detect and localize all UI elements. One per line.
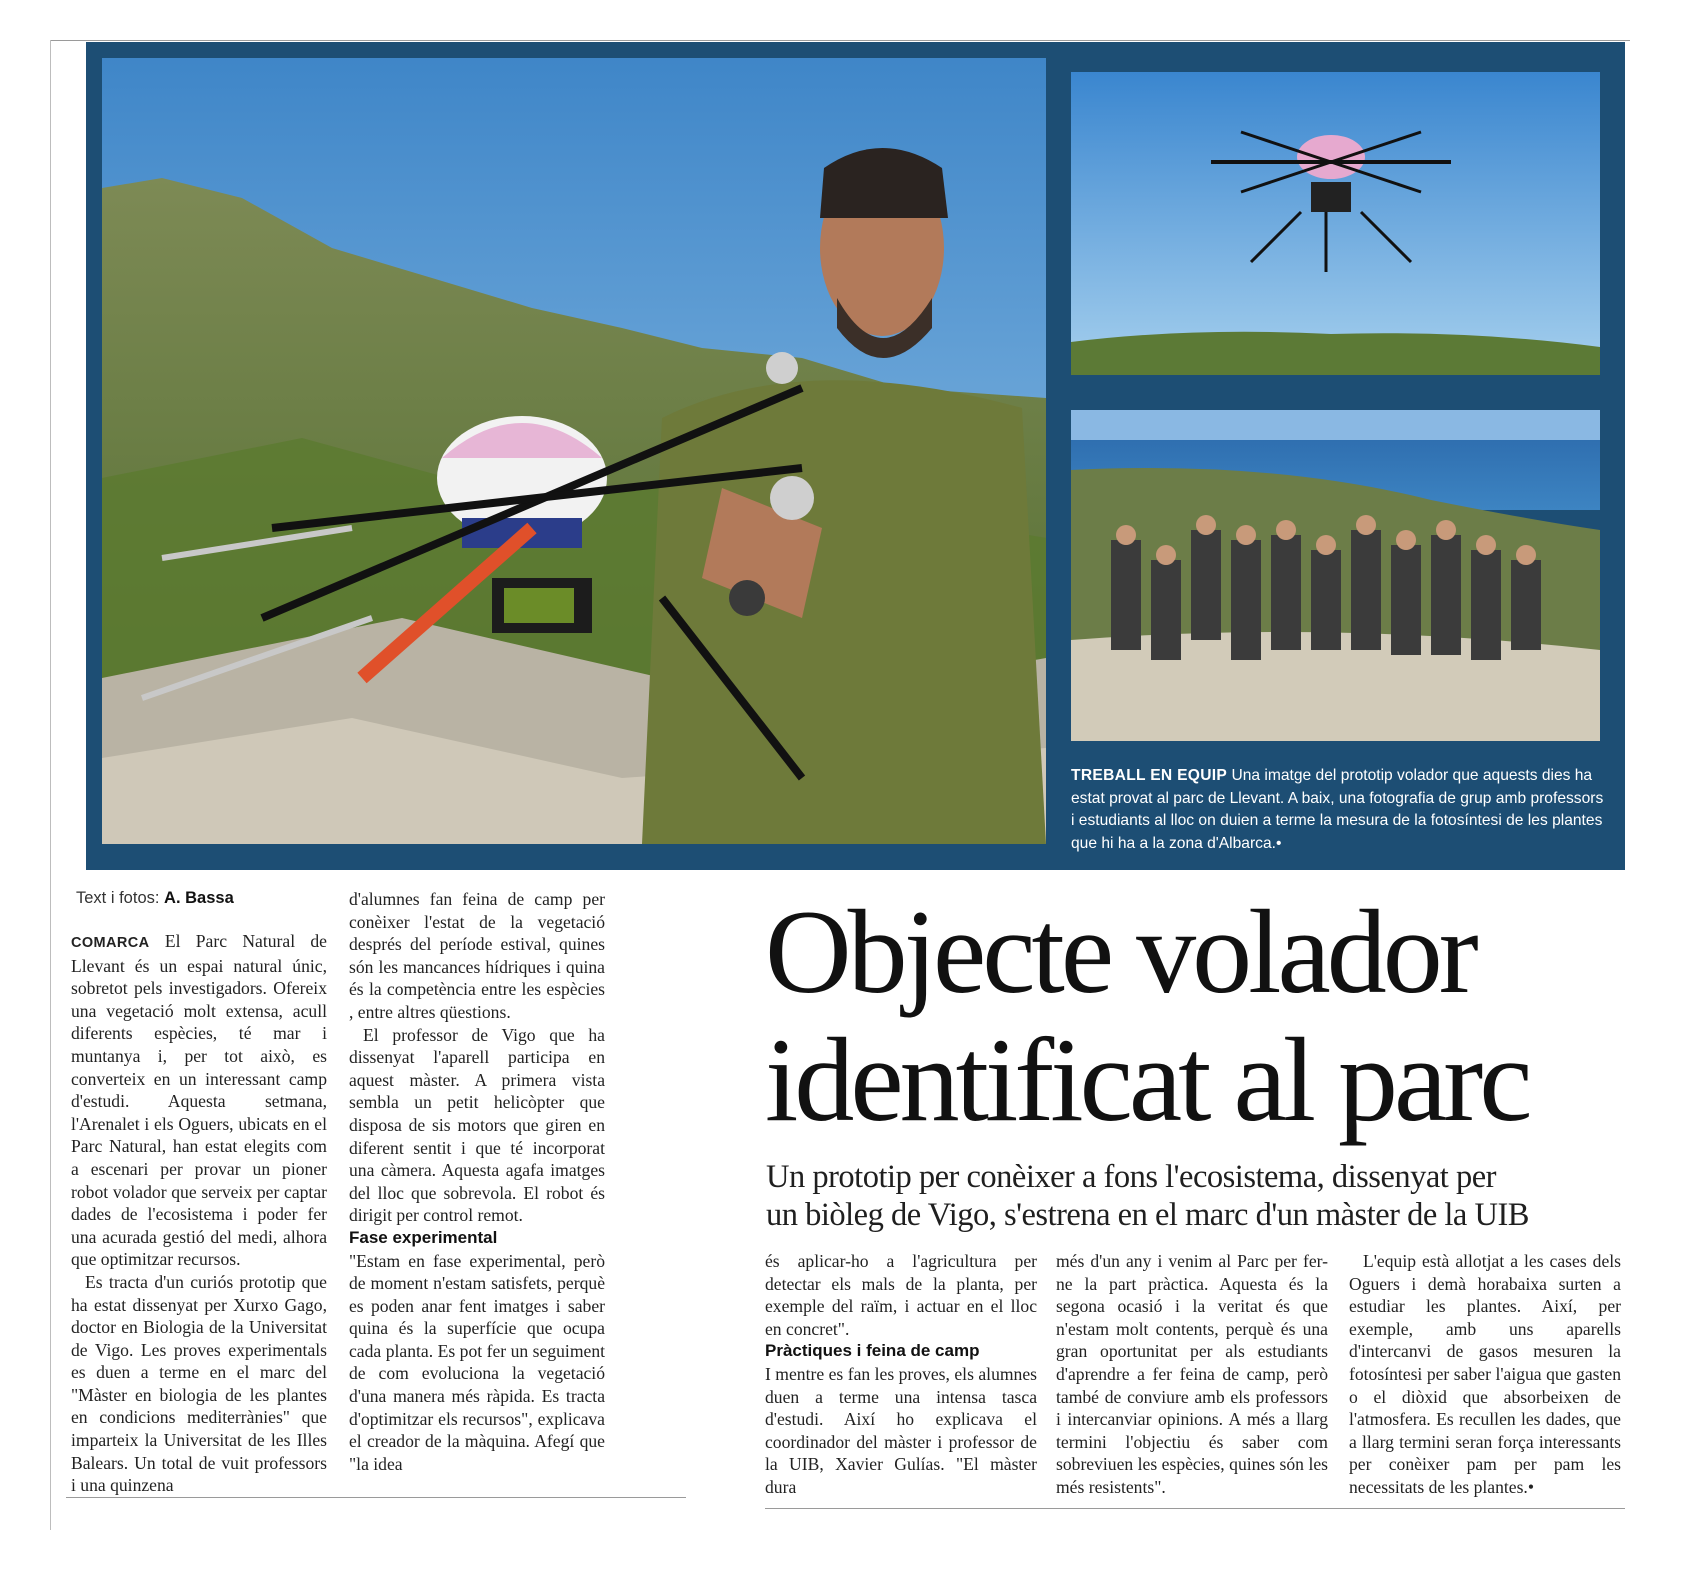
headline-line-1: Objecte volador [765, 885, 1475, 1018]
bottom-rule-right [765, 1508, 1625, 1509]
headline [765, 885, 1625, 1146]
body-paragraph [71, 930, 327, 1271]
photo-band [86, 42, 1625, 870]
credit-prefix: Text i fotos: [76, 889, 160, 907]
caption-text: Una imatge del prototip volador que aquests dies ha estat provat al parc de Llevant. A baix, una fotografia de grup amb professors i estudiants al lloc on duien a terme la mesura de la fotosíntesi de les plantes que hi ha a la zona d'Albarca.• [1071, 767, 1604, 852]
body-paragraph: més d'un any i venim al Parc per fer-ne la part pràctica. Aquesta és la segona ocasió i la veritat és que n'estam molt contents, perquè és una gran oportunitat per als estudiants d'aprendre a fer feina de camp, però també de conviure amb els professors i intercanviar opinions. A més a llarg termini l'objectiu és saber com sobreviuen les espècies, quines són les més resistents". [1056, 1251, 1328, 1497]
photo-caption [1071, 765, 1606, 855]
body-paragraph: d'alumnes fan feina de camp per conèixer l'estat de la vegetació després del període estival, quines són les mancances hídriques i quina és la competència entre les espècies , entre altres qüestions. [349, 889, 605, 1022]
page-left-rule [50, 40, 51, 1530]
article-column-1 [71, 930, 327, 1497]
section-kicker: COMARCA [71, 935, 150, 951]
drone-in-flight-photo [1071, 72, 1600, 375]
body-paragraph: I mentre es fan les proves, els alumnes duen a terme una intensa tasca d'estudi. Així ho explicava el coordinador del màster i professor de la UIB, Xavier Gulías. "El màster dura [765, 1363, 1037, 1497]
body-paragraph: "Estam en fase experimental, però de moment n'estam satisfets, perquè es poden anar fent imatges i saber quina és la superfície que ocupa cada planta. Es pot fer un seguiment de com evoluciona la vegetació d'una manera més ràpida. Es tracta d'optimitzar els recursos", explicava el creador de la màquina. Afegí que "la idea [349, 1250, 605, 1474]
main-photo-man-with-drone [102, 58, 1046, 844]
subheadline-dek [766, 1158, 1626, 1234]
body-paragraph: Es tracta d'un curiós prototip que ha estat dissenyat per Xurxo Gago, doctor en Biologia de la Universitat de Vigo. Les proves experimentals es duen a terme en el marc del "Màster en biologia de les plantes en condicions mediterrànies" que imparteix la Universitat de les Illes Balears. Un total de vuit professors i una quinzena [71, 1271, 327, 1496]
dek-line-1: Un prototip per conèixer a fons l'ecosistema, dissenyat per [766, 1159, 1496, 1195]
caption-title: TREBALL EN EQUIP [1071, 767, 1228, 784]
body-paragraph: El professor de Vigo que ha dissenyat l'aparell participa en aquest màster. A primera vista sembla un petit helicòpter que disposa de sis motors que giren en diferent sentit i que té incorporat una càmera. Aquesta agafa imatges del lloc que sobrevola. El robot és dirigit per control remot. [349, 1024, 605, 1226]
subhead-fase-experimental: Fase experimental [349, 1227, 498, 1247]
subhead-practiques: Pràctiques i feina de camp [765, 1341, 980, 1361]
paragraph-text: El Parc Natural de Llevant és un espai natural únic, sobretot pels investigadors. Ofereix una vegetació molt extensa, acull diferents espècies, té mar i muntanya i, per tot això, es converteix en un interessant camp d'estudi. Aquesta setmana, l'Arenalet i els Oguers, ubicats en el Parc Natural, han estat elegits com a escenari per provar un pioner robot volador que serveix per captar dades de l'ecosistema i poder fer una acurada gestió del medi, alhora que optimitzar recursos. [71, 931, 327, 1270]
bottom-rule-left [66, 1497, 686, 1498]
body-paragraph: és aplicar-ho a l'agricultura per detectar els mals de la planta, per exemple del raïm, i actuar en el lloc en concret". [765, 1251, 1037, 1339]
article-column-3 [765, 1250, 1037, 1499]
dek-line-2: un biòleg de Vigo, s'estrena en el marc d'un màster de la UIB [766, 1197, 1529, 1233]
article-column-5 [1349, 1250, 1621, 1499]
article-column-4 [1056, 1250, 1328, 1499]
credit-author: A. Bassa [164, 889, 234, 907]
byline-credit [76, 889, 234, 908]
page-top-rule [50, 40, 1630, 41]
article-column-2 [349, 888, 605, 1475]
headline-line-2: identificat al parc [765, 1013, 1529, 1146]
body-paragraph: L'equip està allotjat a les cases dels Oguers i demà horabaixa surten a estudiar les plantes. Així, per exemple, amb uns aparells d'intercanvi de gasos mesuren la fotosíntesi per saber l'aigua que gasten o el diòxid que absorbeixen de l'atmosfera. Es recullen les dades, que a llarg termini seran força interessants per conèixer pam per pam les necessitats de les plantes.• [1349, 1251, 1621, 1497]
group-photo-students-professors [1071, 410, 1600, 741]
